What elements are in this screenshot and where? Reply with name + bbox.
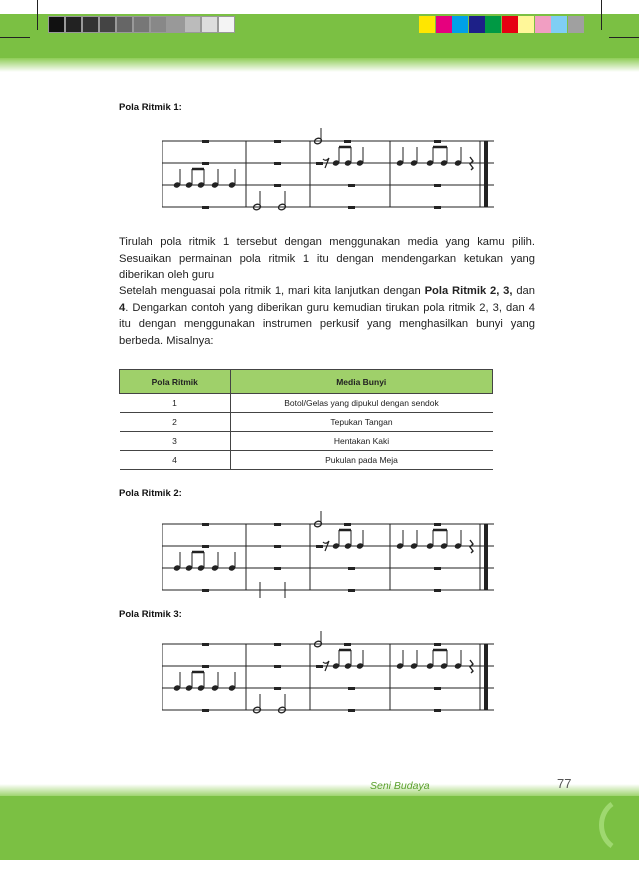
top-band-fade — [0, 58, 639, 72]
whole-rest — [202, 140, 209, 143]
whole-rest — [434, 589, 441, 592]
whole-rest — [316, 665, 323, 668]
whole-rest — [202, 643, 209, 646]
row-media: Hentakan Kaki — [230, 432, 493, 451]
color-swatch — [419, 16, 435, 33]
gray-swatch — [65, 16, 82, 33]
whole-rest — [274, 665, 281, 668]
gray-swatch — [48, 16, 65, 33]
crop-mark-tl-h — [0, 37, 30, 38]
color-swatch — [518, 16, 534, 33]
color-swatch — [436, 16, 452, 33]
whole-rest — [202, 589, 209, 592]
row-pola: 3 — [120, 432, 231, 451]
whole-rest — [316, 162, 323, 165]
footer-book-title: Seni Budaya — [370, 780, 430, 792]
gray-swatch — [116, 16, 133, 33]
table-row — [120, 432, 493, 451]
continuation-paragraph: Setelah menguasai pola ritmik 1, mari kita lanjutkan dengan Pola Ritmik 2, 3, dan 4. Dengarkan contoh yang diberikan guru kemudian tirukan pola ritmik 2, 3, dan 4 itu dengan menggunakan instrumen perkusif yang menghasilkan bunyi yang berbeda. Misalnya: — [119, 285, 536, 347]
pola-ritmik-3-heading: Pola Ritmik 3: — [119, 609, 182, 620]
gray-swatch — [167, 16, 184, 33]
whole-rest — [274, 687, 281, 690]
whole-rest — [274, 140, 281, 143]
whole-rest — [348, 687, 355, 690]
gray-swatch — [201, 16, 218, 33]
header-media-bunyi: Media Bunyi — [230, 370, 493, 394]
table-row — [120, 394, 493, 413]
whole-rest — [434, 567, 441, 570]
page-number: 77 — [557, 776, 572, 791]
whole-rest — [344, 140, 351, 143]
instruction-paragraph: Tirulah pola ritmik 1 tersebut dengan menggunakan media yang kamu pilih. Sesuaikan permainan pola ritmik 1 itu dengan mendengarkan ketukan yang diberikan oleh guru — [119, 236, 535, 281]
final-barline — [484, 524, 488, 590]
whole-rest — [274, 545, 281, 548]
table-header-row — [120, 370, 493, 394]
row-pola: 2 — [120, 413, 231, 432]
page-curl-decoration — [590, 800, 620, 850]
gray-swatch — [99, 16, 116, 33]
whole-rest — [344, 523, 351, 526]
pola-ritmik-3-score — [162, 631, 494, 719]
final-barline — [484, 644, 488, 710]
whole-rest — [434, 643, 441, 646]
whole-rest — [434, 709, 441, 712]
whole-rest — [348, 589, 355, 592]
table-row — [120, 413, 493, 432]
whole-rest — [202, 545, 209, 548]
row-media: Pukulan pada Meja — [230, 451, 493, 470]
whole-rest — [434, 184, 441, 187]
whole-rest — [434, 523, 441, 526]
color-swatch — [502, 16, 518, 33]
gray-swatch — [133, 16, 150, 33]
whole-rest — [274, 162, 281, 165]
color-swatch — [551, 16, 567, 33]
whole-rest — [434, 140, 441, 143]
row-pola: 1 — [120, 394, 231, 413]
whole-rest — [434, 206, 441, 209]
pola-ritmik-2-heading: Pola Ritmik 2: — [119, 488, 182, 499]
whole-rest — [274, 567, 281, 570]
whole-rest — [274, 523, 281, 526]
whole-rest — [202, 206, 209, 209]
crop-mark-tl-v — [37, 0, 38, 30]
whole-rest — [316, 545, 323, 548]
whole-rest — [274, 643, 281, 646]
whole-rest — [202, 709, 209, 712]
gray-swatch — [82, 16, 99, 33]
color-swatch — [452, 16, 468, 33]
whole-rest — [348, 567, 355, 570]
table-row — [120, 451, 493, 470]
whole-rest — [202, 162, 209, 165]
crop-mark-tr-h — [609, 37, 639, 38]
pola-ritmik-1-score — [162, 128, 494, 216]
whole-rest — [348, 184, 355, 187]
whole-rest — [202, 523, 209, 526]
crop-mark-tr-v — [601, 0, 602, 30]
pola-ritmik-2-score — [162, 511, 494, 599]
gray-swatch — [150, 16, 167, 33]
bottom-margin — [0, 860, 639, 874]
color-swatch — [535, 16, 551, 33]
whole-rest — [348, 709, 355, 712]
row-media: Botol/Gelas yang dipukul dengan sendok — [230, 394, 493, 413]
color-swatch — [568, 16, 584, 33]
row-media: Tepukan Tangan — [230, 413, 493, 432]
media-bunyi-table — [119, 369, 493, 470]
pola-ritmik-1-heading: Pola Ritmik 1: — [119, 102, 182, 113]
gray-swatch — [218, 16, 235, 33]
whole-rest — [202, 665, 209, 668]
row-pola: 4 — [120, 451, 231, 470]
color-swatch — [469, 16, 485, 33]
whole-rest — [344, 643, 351, 646]
whole-rest — [434, 687, 441, 690]
whole-rest — [274, 184, 281, 187]
gray-swatch — [184, 16, 201, 33]
whole-rest — [348, 206, 355, 209]
header-pola-ritmik: Pola Ritmik — [120, 370, 231, 394]
color-swatch — [485, 16, 501, 33]
final-barline — [484, 141, 488, 207]
